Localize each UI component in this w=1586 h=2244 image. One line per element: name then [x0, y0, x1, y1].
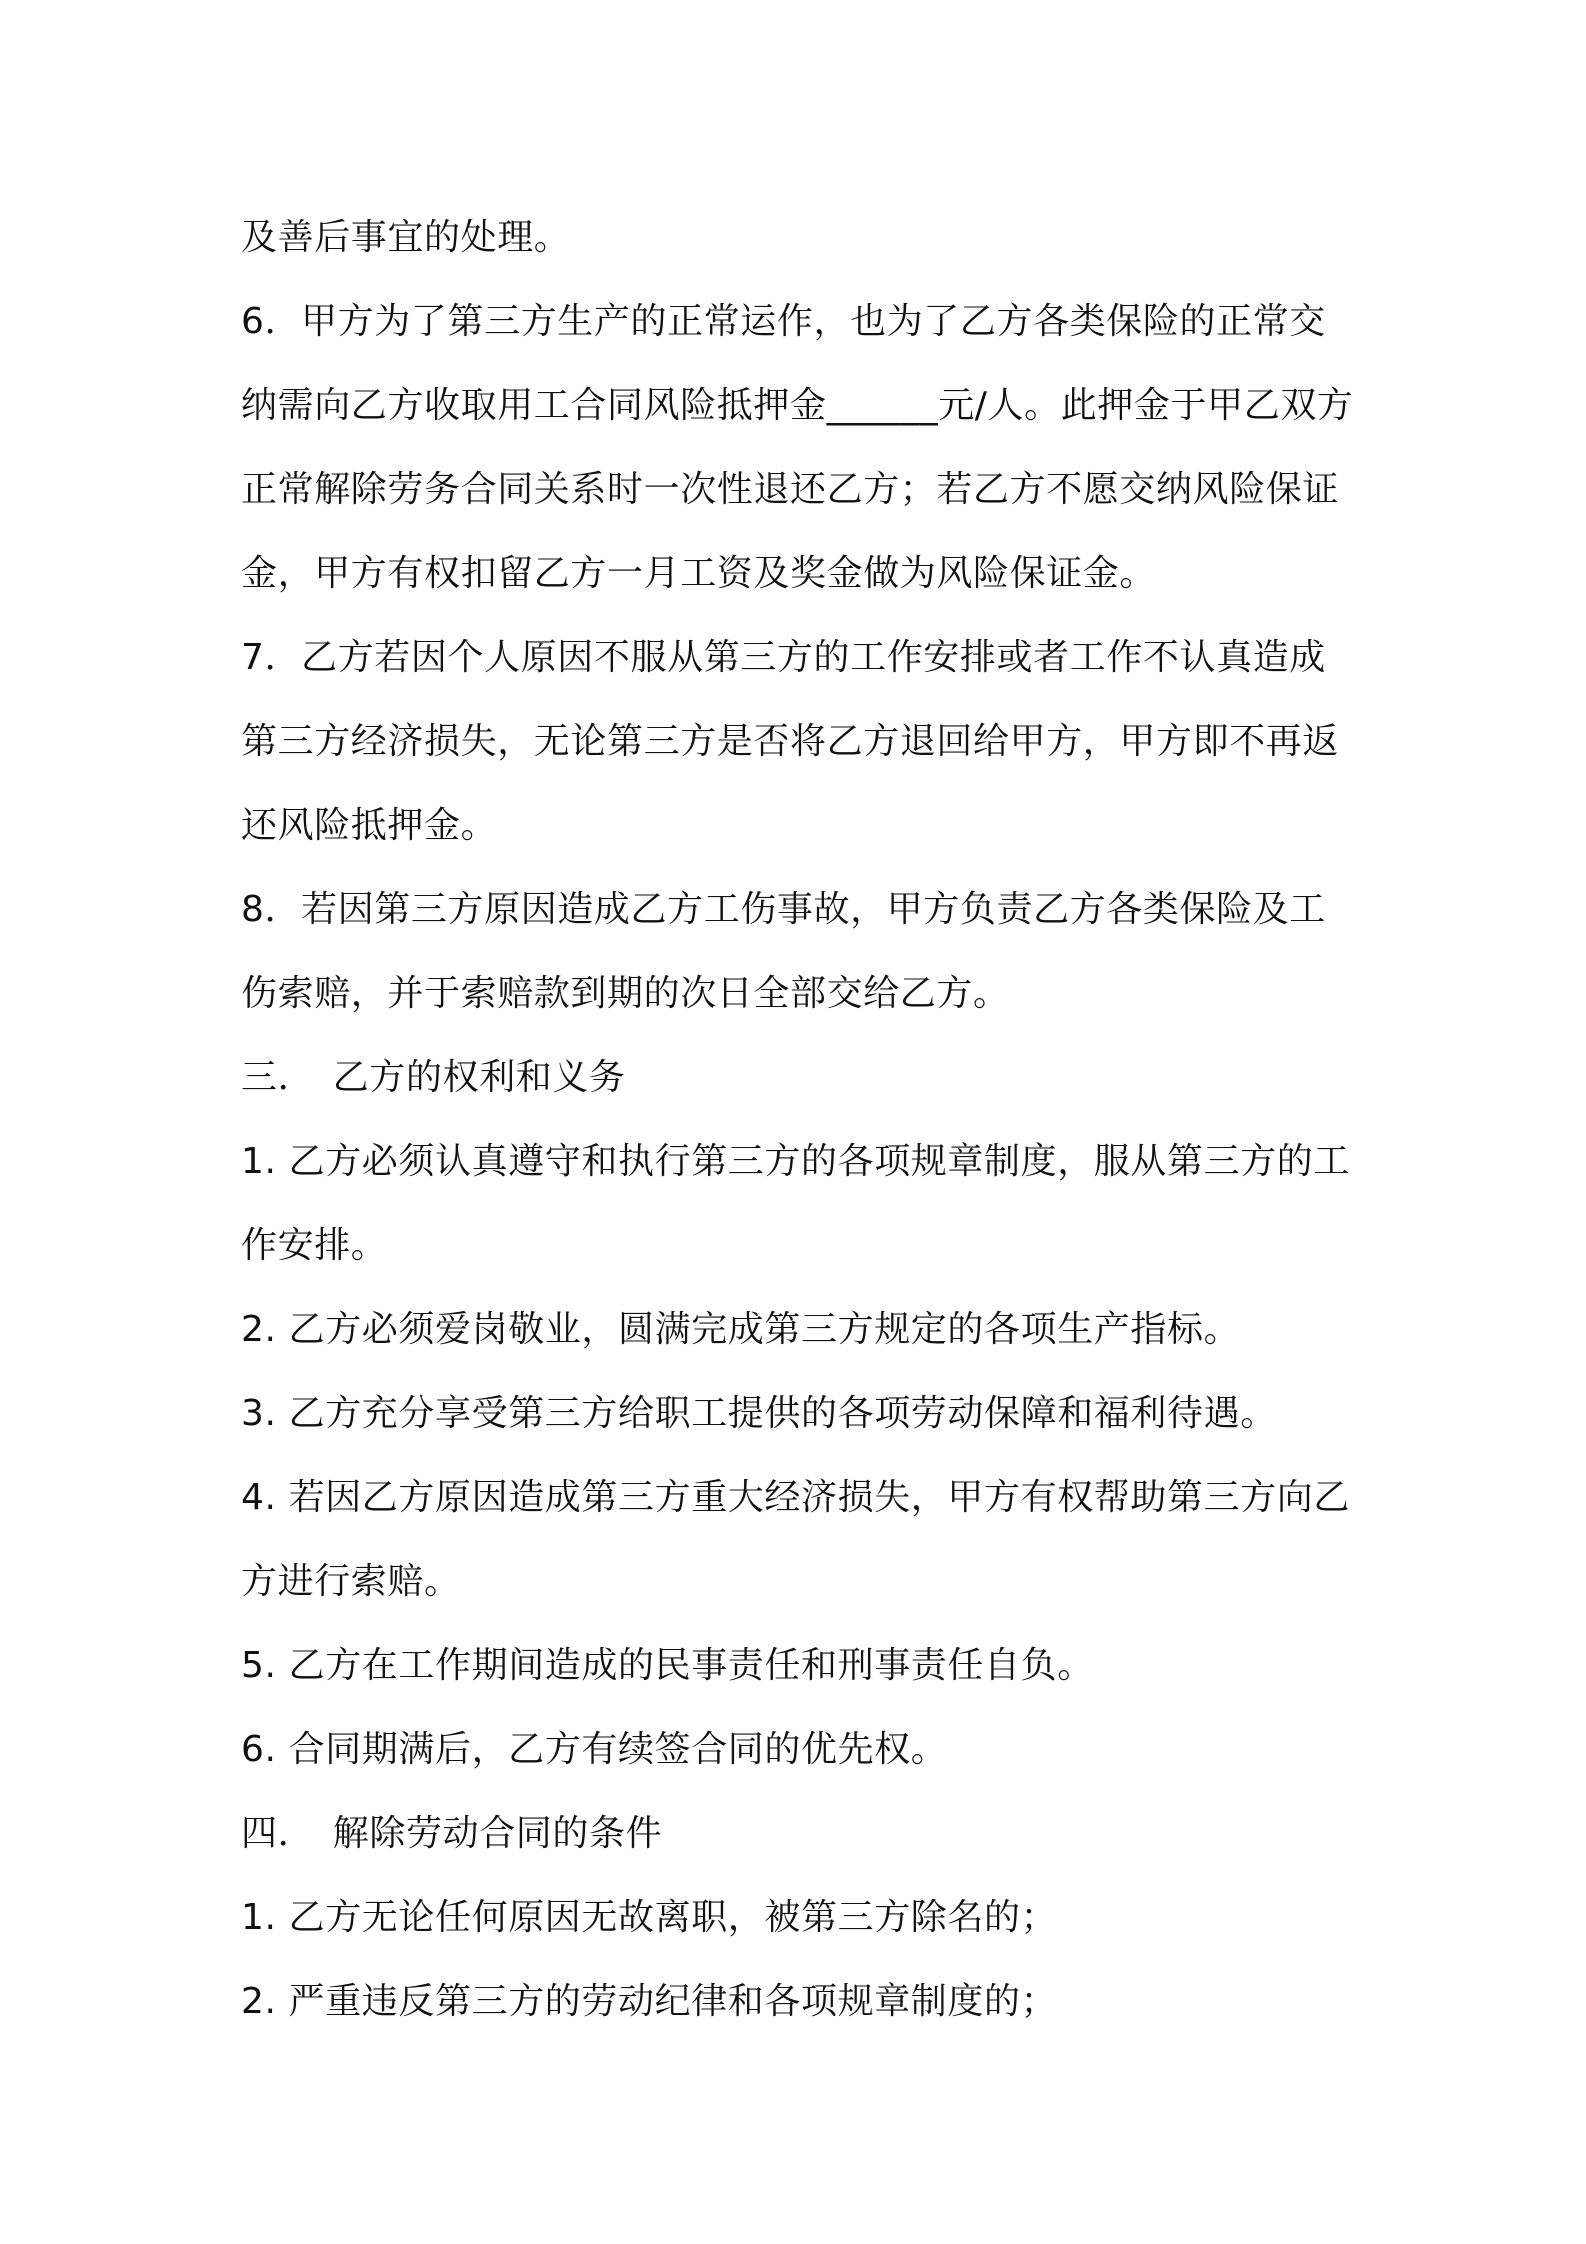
document-page [241, 196, 1361, 2044]
section-3-heading: 三． 乙方的权利和义务 [241, 1057, 626, 1098]
section-4-item-1: 1. 乙方无论任何原因无故离职，被第三方除名的； [241, 1897, 1058, 1938]
section-3-item-5: 5. 乙方在工作期间造成的民事责任和刑事责任自负。 [241, 1645, 1094, 1686]
clause-6-deposit: 6．甲方为了第三方生产的正常运作，也为了乙方各类保险的正常交纳需向乙方收取用工合同风险抵押金______元/人。此押金于甲乙双方正常解除劳务合同关系时一次性退还乙方；若乙方不愿交纳风险保证金，甲方有权扣留乙方一月工资及奖金做为风险保证金。 [241, 301, 1354, 594]
paragraph-continuation: 及善后事宜的处理。 [241, 217, 571, 258]
clause-7-deposit-forfeit: 7．乙方若因个人原因不服从第三方的工作安排或者工作不认真造成第三方经济损失，无论第三方是否将乙方退回给甲方，甲方即不再返还风险抵押金。 [241, 637, 1340, 846]
section-3-item-6: 6. 合同期满后，乙方有续签合同的优先权。 [241, 1729, 948, 1770]
section-3-item-2: 2. 乙方必须爱岗敬业，圆满完成第三方规定的各项生产指标。 [241, 1309, 1241, 1350]
section-3-item-4: 4. 若因乙方原因造成第三方重大经济损失，甲方有权帮助第三方向乙方进行索赔。 [241, 1477, 1350, 1602]
section-4-item-2: 2. 严重违反第三方的劳动纪律和各项规章制度的； [241, 1981, 1058, 2022]
section-3-item-3: 3. 乙方充分享受第三方给职工提供的各项劳动保障和福利待遇。 [241, 1393, 1277, 1434]
clause-8-injury-claim: 8．若因第三方原因造成乙方工伤事故，甲方负责乙方各类保险及工伤索赔，并于索赔款到期的次日全部交给乙方。 [241, 889, 1326, 1014]
section-3-item-1: 1. 乙方必须认真遵守和执行第三方的各项规章制度，服从第三方的工作安排。 [241, 1141, 1350, 1266]
section-4-heading: 四． 解除劳动合同的条件 [241, 1813, 663, 1854]
